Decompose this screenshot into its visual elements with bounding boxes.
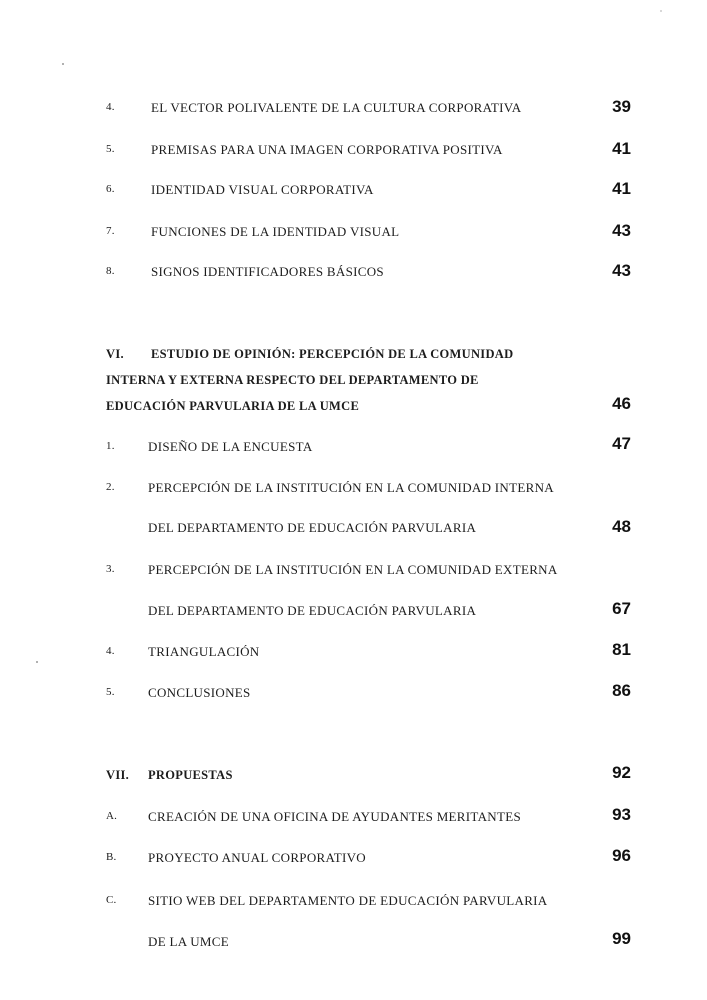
toc-item-number: C. — [106, 894, 117, 906]
toc-item-page: 48 — [612, 517, 631, 536]
section-page: 92 — [612, 763, 631, 782]
toc-item-number: B. — [106, 851, 117, 863]
toc-item-title: PERCEPCIÓN DE LA INSTITUCIÓN EN LA COMUNIDAD INTERNA — [148, 480, 554, 495]
toc-item-page: 41 — [612, 139, 631, 158]
section-title: EDUCACIÓN PARVULARIA DE LA UMCE — [106, 399, 360, 413]
toc-item-title: FUNCIONES DE LA IDENTIDAD VISUAL — [151, 224, 400, 239]
toc-item-title: EL VECTOR POLIVALENTE DE LA CULTURA CORPORATIVA — [151, 100, 522, 115]
toc-item-title: PROYECTO ANUAL CORPORATIVO — [148, 850, 366, 865]
section-title: INTERNA Y EXTERNA RESPECTO DEL DEPARTAMENTO DE — [106, 373, 479, 387]
toc-item-number: 8. — [106, 265, 115, 277]
toc-item-title: PERCEPCIÓN DE LA INSTITUCIÓN EN LA COMUNIDAD EXTERNA — [148, 562, 558, 577]
toc-item-title: CONCLUSIONES — [148, 685, 251, 700]
toc-item-page: 67 — [612, 599, 631, 618]
toc-item-page: 41 — [612, 179, 631, 198]
toc-item-page: 39 — [612, 97, 631, 116]
toc-item-title: SIGNOS IDENTIFICADORES BÁSICOS — [151, 264, 384, 279]
section-title: PROPUESTAS — [148, 768, 233, 782]
toc-item-title: CREACIÓN DE UNA OFICINA DE AYUDANTES MERITANTES — [148, 809, 521, 824]
toc-item-title: PREMISAS PARA UNA IMAGEN CORPORATIVA POSITIVA — [151, 142, 503, 157]
scan-speck — [660, 10, 662, 12]
toc-item-number: 5. — [106, 143, 115, 155]
toc-item-page: 86 — [612, 681, 631, 700]
toc-item-number: 4. — [106, 645, 115, 657]
toc-item-title: TRIANGULACIÓN — [148, 644, 260, 659]
section-title: ESTUDIO DE OPINIÓN: PERCEPCIÓN DE LA COMUNIDAD — [151, 347, 514, 361]
toc-item-number: 7. — [106, 225, 115, 237]
toc-item-number: 6. — [106, 183, 115, 195]
scan-speck — [36, 661, 38, 663]
toc-item-number: 1. — [106, 440, 115, 452]
toc-item-number: 5. — [106, 686, 115, 698]
toc-item-page: 96 — [612, 846, 631, 865]
toc-item-title: IDENTIDAD VISUAL CORPORATIVA — [151, 182, 374, 197]
toc-item-number: A. — [106, 810, 118, 822]
toc-item-title-cont: DEL DEPARTAMENTO DE EDUCACIÓN PARVULARIA — [148, 603, 477, 618]
section-number: VI. — [106, 347, 124, 361]
scan-speck — [62, 63, 64, 65]
section-number: VII. — [106, 768, 130, 782]
toc-item-title: DISEÑO DE LA ENCUESTA — [148, 439, 313, 454]
toc-item-title: SITIO WEB DEL DEPARTAMENTO DE EDUCACIÓN PARVULARIA — [148, 893, 548, 908]
toc-item-number: 2. — [106, 481, 115, 493]
toc-item-title-cont: DEL DEPARTAMENTO DE EDUCACIÓN PARVULARIA — [148, 520, 477, 535]
section-page: 46 — [612, 394, 631, 413]
toc-item-page: 99 — [612, 929, 631, 948]
toc-item-page: 43 — [612, 261, 631, 280]
toc-item-number: 4. — [106, 101, 115, 113]
toc-item-number: 3. — [106, 563, 115, 575]
toc-item-title-cont: DE LA UMCE — [148, 934, 229, 949]
toc-item-page: 43 — [612, 221, 631, 240]
toc-item-page: 81 — [612, 640, 631, 659]
toc-item-page: 47 — [612, 434, 631, 453]
toc-item-page: 93 — [612, 805, 631, 824]
